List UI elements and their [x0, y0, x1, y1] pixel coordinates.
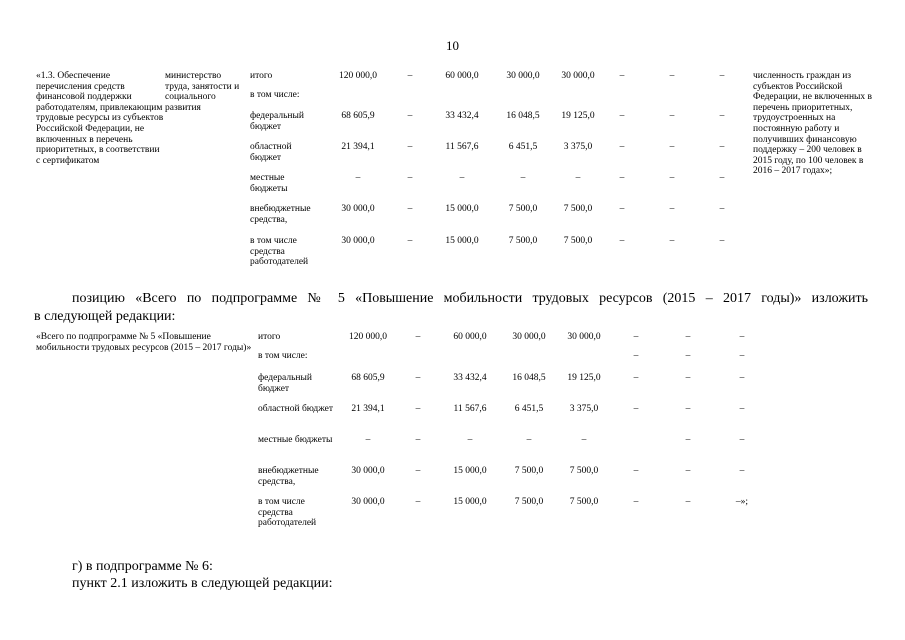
table2-cell: – — [739, 373, 745, 383]
table2-cell: 30 000,0 — [512, 332, 546, 342]
table1-cell: – — [407, 204, 413, 214]
table1-row-label: областной бюджет — [250, 142, 292, 163]
table2-cell: 7 500,0 — [514, 497, 544, 507]
table1-row-label: итого — [250, 71, 273, 81]
table1-cell: – — [407, 111, 413, 121]
table2-cell: 7 500,0 — [569, 497, 599, 507]
table1-cell: 30 000,0 — [561, 71, 595, 81]
table2-row-label: областной бюджет — [258, 404, 334, 414]
table1-row-label: в том числе средства работодателей — [250, 236, 309, 268]
table2-row-label: внебюджетные средства, — [258, 466, 319, 487]
table2-row-label: в том числе средства работодателей — [258, 497, 317, 529]
table2-row-label: местные бюджеты — [258, 435, 333, 445]
table1-cell: 7 500,0 — [508, 204, 538, 214]
table2-cell: – — [633, 404, 639, 414]
table1-cell: 30 000,0 — [506, 71, 540, 81]
table2-cell: 60 000,0 — [453, 332, 487, 342]
table1-cell: 60 000,0 — [445, 71, 479, 81]
table2-cell: – — [415, 404, 421, 414]
table1-cell: – — [719, 204, 725, 214]
table2-cell: – — [415, 497, 421, 507]
table2-cell: – — [685, 404, 691, 414]
table1-cell: 15 000,0 — [445, 236, 479, 246]
table2-cell: – — [633, 351, 639, 361]
table2-cell: – — [685, 435, 691, 445]
table2-cell: – — [415, 435, 421, 445]
table2-cell: – — [685, 332, 691, 342]
table1-cell: 15 000,0 — [445, 204, 479, 214]
table1-cell: – — [619, 142, 625, 152]
table1-row-label: федеральный бюджет — [250, 111, 304, 132]
table1-cell: 68 605,9 — [341, 111, 375, 121]
table2-row-label: итого — [258, 332, 281, 342]
table1-description: «1.3. Обеспечение перечисления средств финансовой поддержки работодателям, привлекающим трудовые ресурсы из субъектов Российской Федерации, не включенных в перечень приоритетных, в соответствии с сертификатом — [36, 71, 164, 166]
table2-cell: – — [633, 373, 639, 383]
table2-cell: – — [467, 435, 473, 445]
table2-cell: – — [415, 466, 421, 476]
table2-cell: – — [526, 435, 532, 445]
table1-cell: – — [619, 71, 625, 81]
table2-cell: 15 000,0 — [453, 497, 487, 507]
paragraph-position-cont: в следующей редакции: — [34, 309, 176, 324]
table1-cell: – — [669, 111, 675, 121]
page-number: 10 — [446, 38, 459, 53]
table2-cell: 68 605,9 — [351, 373, 385, 383]
table1-cell: – — [407, 173, 413, 183]
table1-cell: – — [459, 173, 465, 183]
table2-cell: 3 375,0 — [569, 404, 599, 414]
table2-cell: 7 500,0 — [514, 466, 544, 476]
table1-cell: 120 000,0 — [339, 71, 377, 81]
table2-cell: – — [415, 373, 421, 383]
table1-cell: – — [719, 142, 725, 152]
paragraph-position: позицию «Всего по подпрограмме № 5 «Повышение мобильности трудовых ресурсов (2015 – 2017 годы)» изложить — [72, 291, 868, 306]
table1-cell: – — [407, 236, 413, 246]
table2-cell: 6 451,5 — [514, 404, 544, 414]
table2-cell: 30 000,0 — [567, 332, 601, 342]
table1-cell: – — [619, 204, 625, 214]
table1-cell: 19 125,0 — [561, 111, 595, 121]
table1-cell: – — [407, 142, 413, 152]
table2-cell: – — [685, 466, 691, 476]
table1-cell: 30 000,0 — [341, 204, 375, 214]
table1-cell: – — [669, 142, 675, 152]
table1-cell: – — [669, 173, 675, 183]
table1-cell: – — [719, 111, 725, 121]
table2-cell: 33 432,4 — [453, 373, 487, 383]
table2-cell: – — [685, 373, 691, 383]
table1-cell: – — [619, 111, 625, 121]
table1-cell: – — [619, 236, 625, 246]
table1-cell: – — [669, 236, 675, 246]
table2-cell: – — [633, 466, 639, 476]
table1-row-label: местные бюджеты — [250, 173, 288, 194]
table2-cell: – — [415, 332, 421, 342]
table1-cell: – — [575, 173, 581, 183]
table2-description: «Всего по подпрограмме № 5 «Повышение мобильности трудовых ресурсов (2015 – 2017 годы)» — [36, 332, 252, 353]
table1-cell: – — [520, 173, 526, 183]
table1-cell: – — [719, 236, 725, 246]
table1-cell: 16 048,5 — [506, 111, 540, 121]
table1-cell: – — [619, 173, 625, 183]
table1-cell: 7 500,0 — [563, 204, 593, 214]
table1-row-label: в том числе: — [250, 90, 300, 100]
table2-cell: – — [739, 404, 745, 414]
table1-cell: 30 000,0 — [341, 236, 375, 246]
table2-cell: 30 000,0 — [351, 466, 385, 476]
table2-cell: 21 394,1 — [351, 404, 385, 414]
table2-cell: – — [633, 497, 639, 507]
table2-row-label: в том числе: — [258, 351, 308, 361]
table2-cell: – — [365, 435, 371, 445]
table2-cell: – — [633, 332, 639, 342]
table2-cell: –»; — [735, 497, 749, 507]
table2-cell: 7 500,0 — [569, 466, 599, 476]
table1-cell: 7 500,0 — [563, 236, 593, 246]
table1-cell: 6 451,5 — [508, 142, 538, 152]
table1-cell: – — [719, 71, 725, 81]
table1-ministry: министерство труда, занятости и социального развития — [165, 71, 240, 113]
table2-cell: 19 125,0 — [567, 373, 601, 383]
table1-cell: – — [669, 204, 675, 214]
table2-cell: – — [739, 351, 745, 361]
paragraph-subprogram-6: г) в подпрограмме № 6: — [72, 559, 213, 574]
table2-cell: 11 567,6 — [453, 404, 487, 414]
table2-cell: – — [685, 351, 691, 361]
table1-cell: – — [719, 173, 725, 183]
table1-cell: 11 567,6 — [445, 142, 479, 152]
table2-cell: – — [685, 497, 691, 507]
table1-cell: – — [355, 173, 361, 183]
table1-row-label: внебюджетные средства, — [250, 204, 311, 225]
table2-cell: – — [739, 466, 745, 476]
table1-cell: 3 375,0 — [563, 142, 593, 152]
table1-cell: 7 500,0 — [508, 236, 538, 246]
table1-cell: 33 432,4 — [445, 111, 479, 121]
table2-cell: – — [739, 332, 745, 342]
table1-cell: 21 394,1 — [341, 142, 375, 152]
table1-cell: – — [407, 71, 413, 81]
table2-cell: 16 048,5 — [512, 373, 546, 383]
paragraph-item-2-1: пункт 2.1 изложить в следующей редакции: — [72, 576, 333, 591]
table2-cell: 120 000,0 — [349, 332, 387, 342]
table2-cell: 15 000,0 — [453, 466, 487, 476]
table1-indicator: численность граждан из субъектов Российской Федерации, не включенных в перечень приоритетных, трудоустроенных на постоянную работу и получивших финансовую поддержку – 200 человек в 2015 году, по 100 человек в 2016 – 2017 годах»; — [753, 71, 873, 177]
table2-cell: – — [581, 435, 587, 445]
table1-cell: – — [669, 71, 675, 81]
table2-row-label: федеральный бюджет — [258, 373, 312, 394]
table2-cell: 30 000,0 — [351, 497, 385, 507]
table2-cell: – — [739, 435, 745, 445]
